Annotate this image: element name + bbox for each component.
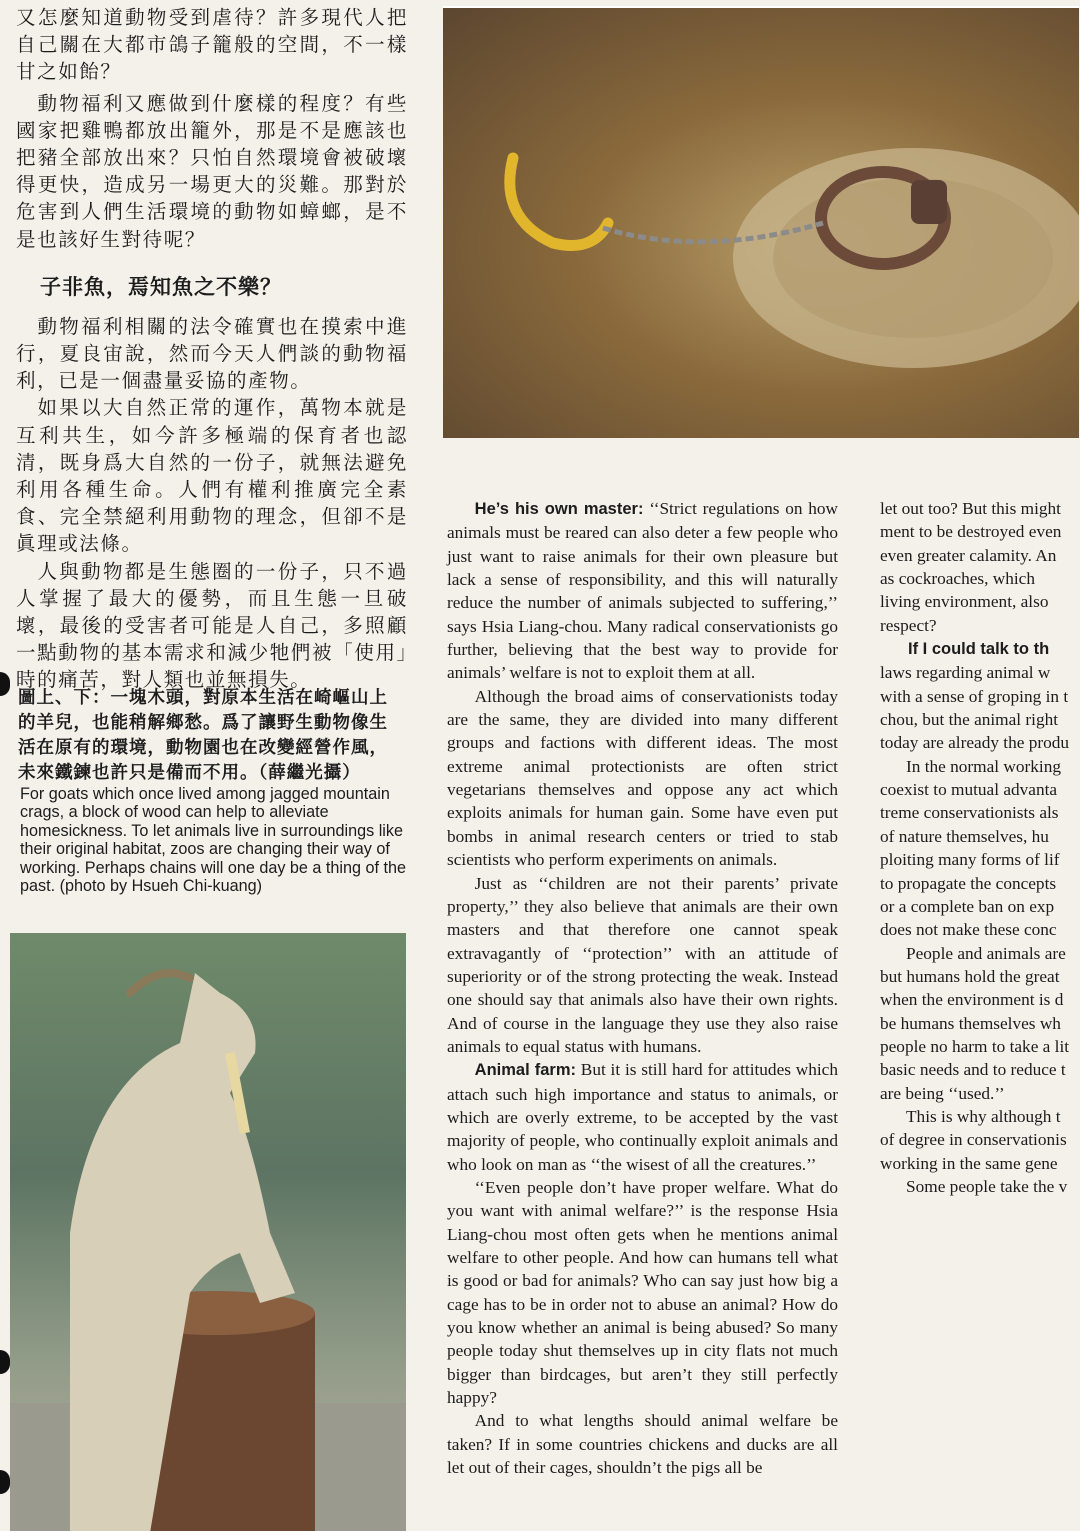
en-right-line: chou, but the animal right — [880, 710, 1059, 730]
en-right-line: even greater calamity. An — [880, 545, 1057, 565]
runin-heading-could-talk — [880, 637, 1080, 661]
en-right-line: let out too? But this might — [880, 499, 1061, 518]
en-paragraph-3: Just as ‘‘children are not their parents’ private property,’’ they also believe that animals are their own masters and that therefore one cannot speak extravagantly of ‘‘protection’’ with an attitude of superiority or of the strong protecting the weak. Instead one should say that animals also have their own rights. And of course in the language they use they also raise animals to equal status with humans. — [447, 873, 838, 1056]
en-right-line: Some people take the v — [906, 1176, 1068, 1196]
en-paragraph-1-text: ‘‘Strict regulations on how animals must be reared can also deter a few people who just want to raise animals for their own pleasure but lack a sense of responsibility, and this will naturally reduce the number of animals subjected to suffering,’’ says Hsia Liang-chou. Many radical conservationists go further, believing that the best way to provide for animals’ welfare is not to exploit them at all. — [447, 499, 839, 683]
photo-caption-english: For goats which once lived among jagged mountain crags, a block of wood can help to alleviate homesickness. To let animals live in surroundings like their original habitat, zoos are changing their way of working. Perhaps chains will one day be a thing of the past. (photo by Hsueh Chi-kuang) — [20, 785, 407, 896]
en-paragraph-4-text: But it is still hard for attitudes which attach such high importance and status to animals, or which are overly extreme, to be accepted by the vast majority of people, who continually exploit animals and who look on man as ‘‘the wisest of all the creatures.’’ — [447, 1060, 838, 1174]
en-right-line: today are already the produ — [880, 733, 1070, 753]
en-right-line: of degree in conservationis — [880, 1130, 1067, 1150]
zh-section-heading: 子非魚，焉知魚之不樂？ — [40, 274, 282, 299]
goat-illustration — [10, 933, 406, 1531]
en-right-line: ploiting many forms of lif — [880, 850, 1060, 870]
zh-paragraph-1: 又怎麼知道動物受到虐待？許多現代人把自己關在大都市鴿子籠般的空間，不一樣甘之如飴？ — [16, 6, 408, 84]
en-right-line: coexist to mutual advanta — [880, 780, 1058, 800]
runin-heading-text: If I could talk to th — [908, 640, 1050, 659]
en-right-line: with a sense of groping in t — [880, 686, 1069, 706]
english-article-column-right — [880, 497, 1080, 1198]
en-paragraph-5: ‘‘Even people don’t have proper welfare. What do you want with animal welfare?’’ is the response Hsia Liang-chou most often gets when he mentions animal welfare to other people. And how can humans tell what is good or bad for animals? Who can say just how big a cage has to be in order not to abuse an animal? How do you know whether an animal is being abused? So many people today shut themselves up in city flats not much bigger than birdcages, but aren’t they still perfectly happy? — [447, 1177, 838, 1408]
en-right-line: living environment, also — [880, 592, 1049, 612]
en-right-line: but humans hold the great — [880, 966, 1060, 986]
en-right-line: to propagate the concepts — [880, 873, 1057, 893]
en-right-line: be humans themselves wh — [880, 1013, 1061, 1033]
en-right-line: treme conservationists als — [880, 803, 1059, 823]
zh-paragraph-2: 動物福利又應做到什麼樣的程度？有些國家把雞鴨都放出籠外，那是不是應該也把豬全部放出來？只怕自然環境會被破壞得更快，造成另一場更大的災難。那對於危害到人們生活環境的動物如蟑螂，是不是也該好生對待呢？ — [16, 91, 408, 251]
english-article-column-middle — [447, 497, 838, 1479]
runin-heading-animal-farm: Animal farm: — [474, 1061, 576, 1080]
en-paragraph-1 — [447, 497, 838, 685]
en-right-line: respect? — [880, 615, 937, 635]
zh-paragraph-4: 如果以大自然正常的運作，萬物本就是互利共生，如今許多極端的保育者也認清，既身爲大自然的一份子，就無法避免利用各種生命。人們有權利推廣完全素食、完全禁絕利用動物的理念，但卻不是眞理或法條。 — [16, 396, 408, 556]
en-right-line: are being ‘‘used.’’ — [880, 1083, 1005, 1103]
photo-caption-chinese: 圖上、下：一塊木頭，對原本生活在崎嶇山上的羊兒，也能稍解鄉愁。爲了讓野生動物像生活在原有的環境，動物園也在改變經營作風，未來鐵鍊也許只是備而不用。（薛繼光攝） — [18, 688, 388, 783]
en-right-line: People and animals are — [906, 943, 1066, 963]
page-bullet-marker — [0, 1350, 10, 1374]
en-right-line: when the environment is d — [880, 990, 1064, 1010]
page-bullet-marker — [0, 1470, 10, 1494]
zh-paragraph-3: 動物福利相關的法令確實也在摸索中進行，夏良宙說，然而今天人們談的動物福利，已是一個盡量妥協的產物。 — [16, 314, 408, 393]
en-right-line: of nature themselves, hu — [880, 826, 1049, 846]
en-right-line: people no harm to take a lit — [880, 1036, 1070, 1056]
page-bullet-marker — [0, 672, 10, 696]
en-right-line: as cockroaches, which — [880, 569, 1035, 589]
en-right-line: In the normal working — [906, 756, 1062, 776]
en-paragraph-2: Although the broad aims of conservationists today are the same, they are divided into many different groups and factions with different ideas. The most extreme animal protectionists are often strict vegetarians themselves and oppose any act which exploits animals for human gain. Some have even put bombs in animal research centers or tried to stab scientists who perform experiments on animals. — [447, 686, 838, 870]
photo-goat-on-stump — [10, 933, 406, 1531]
en-right-line: laws regarding animal w — [880, 663, 1051, 683]
en-paragraph-4 — [447, 1058, 838, 1176]
photo-chain-on-wood-block — [443, 6, 1079, 438]
en-right-line: does not make these conc — [880, 920, 1057, 940]
en-right-line: basic needs and to reduce t — [880, 1060, 1066, 1080]
zh-paragraph-5: 人與動物都是生態圈的一份子，只不過人掌握了最大的優勢，而且生態一旦破壞，最後的受害者可能是人自己，多照顧一點動物的基本需求和減少牠們被「使用」時的痛苦，對人類也並無損失。 — [16, 559, 408, 692]
en-right-line: working in the same gene — [880, 1153, 1058, 1173]
runin-heading-own-master: He’s his own master: — [474, 500, 644, 518]
en-right-line: This is why although t — [906, 1106, 1061, 1126]
en-right-line: ment to be destroyed even — [880, 522, 1062, 542]
en-paragraph-6: And to what lengths should animal welfare be taken? If in some countries chickens and ducks are all let out of their cages, shouldn’t the pigs all be — [447, 1411, 838, 1478]
chinese-article-column — [16, 0, 408, 694]
en-right-line: or a complete ban on exp — [880, 896, 1055, 916]
chain-ring-illustration — [443, 8, 1079, 438]
